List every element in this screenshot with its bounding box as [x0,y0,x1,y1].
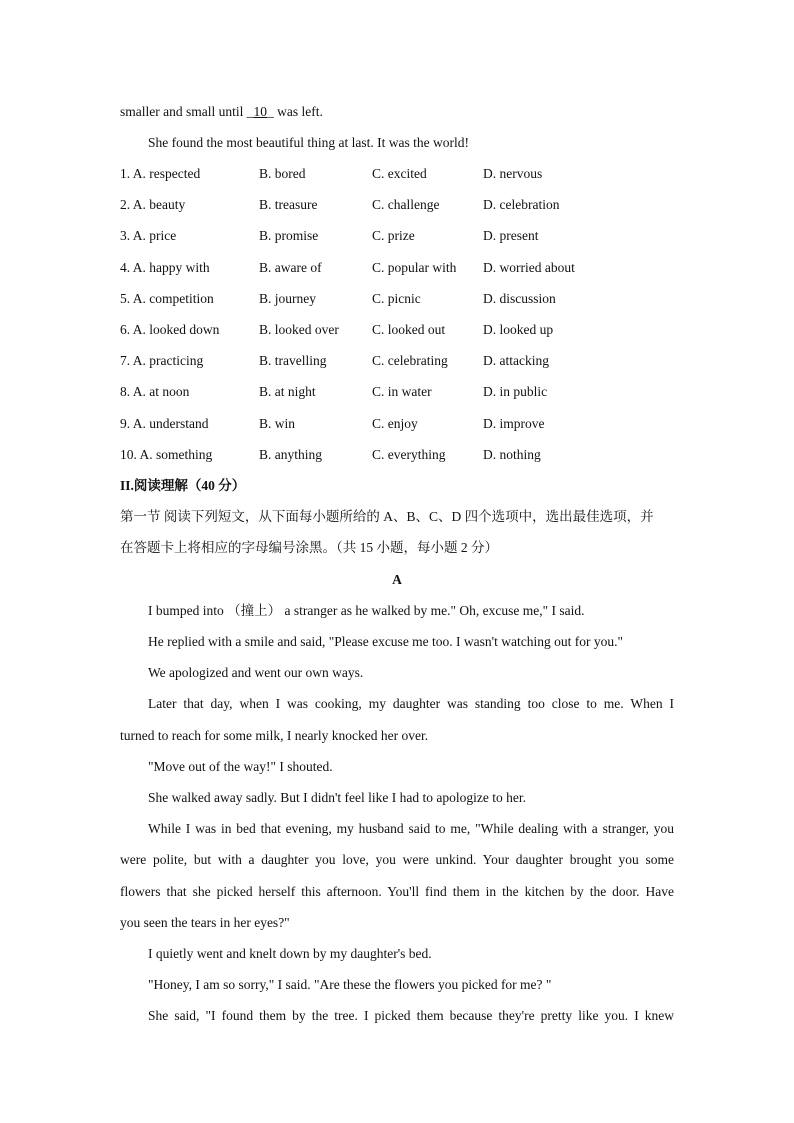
option-a: 1. A. respected [120,166,201,181]
section-instructions: 在答题卡上将相应的字母编号涂黑。（共 15 小题，每小题 2 分） [120,540,498,555]
passage-line: He replied with a smile and said, "Please excuse me too. I wasn't watching out for you." [148,634,623,649]
passage-line: "Move out of the way!" I shouted. [148,759,333,774]
passage-line: turned to reach for some milk, I nearly knocked her over. [120,728,429,743]
option-d: D. discussion [483,291,556,306]
option-d: D. celebration [483,197,560,212]
option-d: D. attacking [483,353,549,368]
passage-line: She said, "I found them by the tree. I picked them because they're pretty like you. I knew [148,1008,674,1023]
passage-line: I quietly went and knelt down by my daughter's bed. [148,946,432,961]
option-c: C. challenge [372,197,440,212]
text-segment: _ was left. [266,104,323,119]
option-d: D. nervous [483,166,543,181]
option-b: B. win [259,416,296,431]
option-b: B. looked over [259,322,339,337]
option-a: 3. A. price [120,228,177,243]
option-a: 8. A. at noon [120,384,190,399]
option-c: C. in water [372,384,432,399]
option-b: B. treasure [259,197,318,212]
blank-number: 10 [253,104,267,119]
section-instructions: 第一节 阅读下列短文，从下面每小题所给的 A、B、C、D 四个选项中，选出最佳选项，并 [120,509,654,524]
option-a: 10. A. something [120,447,213,462]
option-b: B. journey [259,291,316,306]
intro-line [120,103,674,121]
option-b: B. travelling [259,353,327,368]
option-b: B. aware of [259,260,322,275]
option-c: C. picnic [372,291,421,306]
option-d: D. nothing [483,447,541,462]
option-c: C. looked out [372,322,446,337]
option-a: 9. A. understand [120,416,209,431]
passage-line: "Honey, I am so sorry," I said. "Are these the flowers you picked for me? " [148,977,552,992]
option-c: C. celebrating [372,353,448,368]
option-b: B. bored [259,166,306,181]
passage-line: She walked away sadly. But I didn't feel like I had to apologize to her. [148,790,526,805]
passage-label: A [392,572,402,587]
passage-line: While I was in bed that evening, my husband said to me, "While dealing with a stranger, you [148,821,674,836]
passage-line: you seen the tears in her eyes?" [120,915,290,930]
option-d: D. worried about [483,260,575,275]
option-d: D. looked up [483,322,554,337]
option-b: B. anything [259,447,322,462]
intro-final-line: She found the most beautiful thing at last. It was the world! [148,135,469,150]
text-segment: smaller and small until _ [120,104,254,119]
passage-line: Later that day, when I was cooking, my daughter was standing too close to me. When I [148,696,674,711]
option-a: 7. A. practicing [120,353,204,368]
passage-line: We apologized and went our own ways. [148,665,364,680]
option-c: C. popular with [372,260,457,275]
option-a: 5. A. competition [120,291,214,306]
option-a: 2. A. beauty [120,197,186,212]
option-b: B. promise [259,228,319,243]
option-c: C. everything [372,447,446,462]
option-c: C. prize [372,228,415,243]
option-d: D. present [483,228,539,243]
option-d: D. improve [483,416,545,431]
option-a: 6. A. looked down [120,322,220,337]
section-heading: II.阅读理解（40 分） [120,478,246,493]
passage-line: I bumped into （撞上） a stranger as he walked by me." Oh, excuse me," I said. [148,603,585,618]
option-c: C. enjoy [372,416,418,431]
option-b: B. at night [259,384,316,399]
passage-line: flowers that she picked herself this afternoon. You'll find them in the kitchen by the door. Have [120,884,674,899]
option-d: D. in public [483,384,548,399]
option-c: C. excited [372,166,427,181]
passage-line: were polite, but with a daughter you love, you were unkind. Your daughter brought you some [120,852,674,867]
option-a: 4. A. happy with [120,260,210,275]
